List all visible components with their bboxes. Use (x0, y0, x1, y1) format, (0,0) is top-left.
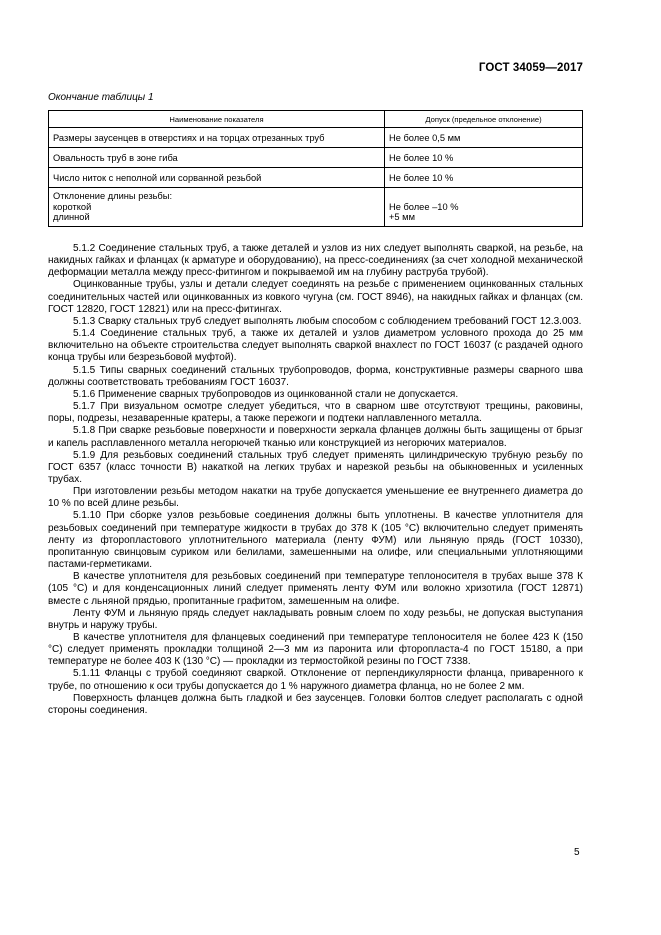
paragraph: 5.1.5 Типы сварных соединений стальных трубопроводов, форма, конструктивные размеры сварного шва должны соответствовать требованиям ГОСТ 16037. (48, 364, 583, 388)
table-row (49, 188, 583, 227)
paragraph: 5.1.6 Применение сварных трубопроводов из оцинкованной стали не допускается. (73, 388, 459, 400)
table-row (49, 148, 583, 168)
paragraph: Ленту ФУМ и льняную прядь следует накладывать ровным слоем по ходу резьбы, не допуская выступания внутрь и наружу трубы. (48, 607, 583, 631)
table-cell-value (385, 188, 583, 227)
paragraph: 5.1.10 При сборке узлов резьбовые соединения должны быть уплотнены. В качестве уплотнителя для резьбовых соединений при температуре жидкости в трубах до 378 К (105 °С) включительно следует применять ленту из фторопластового уплотнительного материала (ленту ФУМ) или льняную прядь (ГОСТ 10330), пропитанную свинцовым суриком или белилами, замешенными на олифе, или специальными уплотняющими пастами-герметиками. (48, 510, 583, 571)
document-code: ГОСТ 34059—2017 (478, 62, 583, 74)
table-cell-line: длинной (53, 212, 90, 223)
paragraph: 5.1.3 Сварку стальных труб следует выполнять любым способом с соблюдением требований ГОСТ 12.3.003. (73, 315, 582, 327)
paragraph: Оцинкованные трубы, узлы и детали следует соединять на резьбе с применением оцинкованных стальных соединительных частей или оцинкованных из ковкого чугуна (см. ГОСТ 8946), на накидных гайках и фланцах (см. ГОСТ 12820, ГОСТ 12821) или на пресс-фитингах. (48, 279, 583, 315)
table-cell-value: Не более 0,5 мм (385, 128, 583, 148)
paragraph: 5.1.2 Соединение стальных труб, а также деталей и узлов из них следует выполнять сваркой, на резьбе, на накидных гайках и фланцах (к арматуре и оборудованию), на пресс-соединениях (за счет холодной механической деформации металла между пресс-фитингом и покрываемой им на глубину раструба трубой). (48, 243, 583, 279)
table-cell-line: короткой (53, 201, 92, 212)
table-header-row (49, 111, 583, 128)
table-row (49, 168, 583, 188)
table-cell-value: Не более 10 % (385, 148, 583, 168)
paragraph: 5.1.4 Соединение стальных труб, а также их деталей и узлов диаметром условного прохода до 25 мм включительно на объекте строительства следует выполнять сваркой внахлест по ГОСТ 16037 (с раздачей одного конца трубы или безрезьбовой муфтой). (48, 328, 583, 364)
paragraph: 5.1.9 Для резьбовых соединений стальных труб следует применять цилиндрическую трубную резьбу по ГОСТ 6357 (класс точности В) накаткой на легких трубах и нарезкой резьбы на обыкновенных и усиленных трубах. (48, 449, 583, 485)
column-header-indicator: Наименование показателя (49, 111, 385, 128)
table-cell-name: Размеры заусенцев в отверстиях и на торцах отрезанных труб (49, 128, 385, 148)
table-cell-name (49, 188, 385, 227)
paragraph: 5.1.11 Фланцы с трубой соединяют сваркой. Отклонение от перпендикулярности фланца, приваренного к трубе, по отношению к оси трубы допускается до 1 % наружного диаметра фланца, но не более 2 мм. (48, 668, 583, 692)
table-cell-line: +5 мм (389, 212, 415, 223)
table-cell-name: Овальность труб в зоне гиба (49, 148, 385, 168)
body-text (48, 243, 583, 717)
table-row (49, 128, 583, 148)
table-cell-line: Отклонение длины резьбы: (53, 191, 173, 201)
paragraph: Поверхность фланцев должна быть гладкой и без заусенцев. Головки болтов следует располагать с одной стороны соединения. (48, 692, 583, 716)
column-header-tolerance: Допуск (предельное отклонение) (385, 111, 583, 128)
table-cell-name: Число ниток с неполной или сорванной резьбой (49, 168, 385, 188)
paragraph: В качестве уплотнителя для резьбовых соединений при температуре теплоносителя в трубах выше 378 К (105 °С) и для конденсационных линий следует применять ленту ФУМ или волокно хризотила (ГОСТ 12871) вместе с льняной прядью, пропитанные графитом, замешенным на олифе. (48, 571, 583, 607)
paragraph: 5.1.8 При сварке резьбовые поверхности и поверхности зеркала фланцев должны быть защищены от брызг и капель расплавленного металла негорючей тканью или конструкцией из негорючих материалов. (48, 425, 583, 449)
table-cell-line: Не более –10 % (389, 201, 459, 212)
tolerance-table (48, 110, 583, 227)
paragraph: При изготовлении резьбы методом накатки на трубе допускается уменьшение ее внутреннего диаметра до 10 % по всей длине резьбы. (48, 486, 583, 510)
page-number: 5 (574, 847, 580, 858)
paragraph: 5.1.7 При визуальном осмотре следует убедиться, что в сварном шве отсутствуют трещины, раковины, поры, подрезы, незаваренные кратеры, а также пережоги и подтеки наплавленного металла. (48, 401, 583, 425)
table-caption: Окончание таблицы 1 (48, 92, 154, 103)
table-cell-value: Не более 10 % (385, 168, 583, 188)
paragraph: В качестве уплотнителя для фланцевых соединений при температуре теплоносителя не более 423 К (150 °С) следует применять прокладки толщиной 2—3 мм из паронита или фторопласта-4 по ГОСТ 15180, а при температуре не более 403 К (130 °С) — прокладки из термостойкой резины по ГОСТ 7338. (48, 632, 583, 668)
